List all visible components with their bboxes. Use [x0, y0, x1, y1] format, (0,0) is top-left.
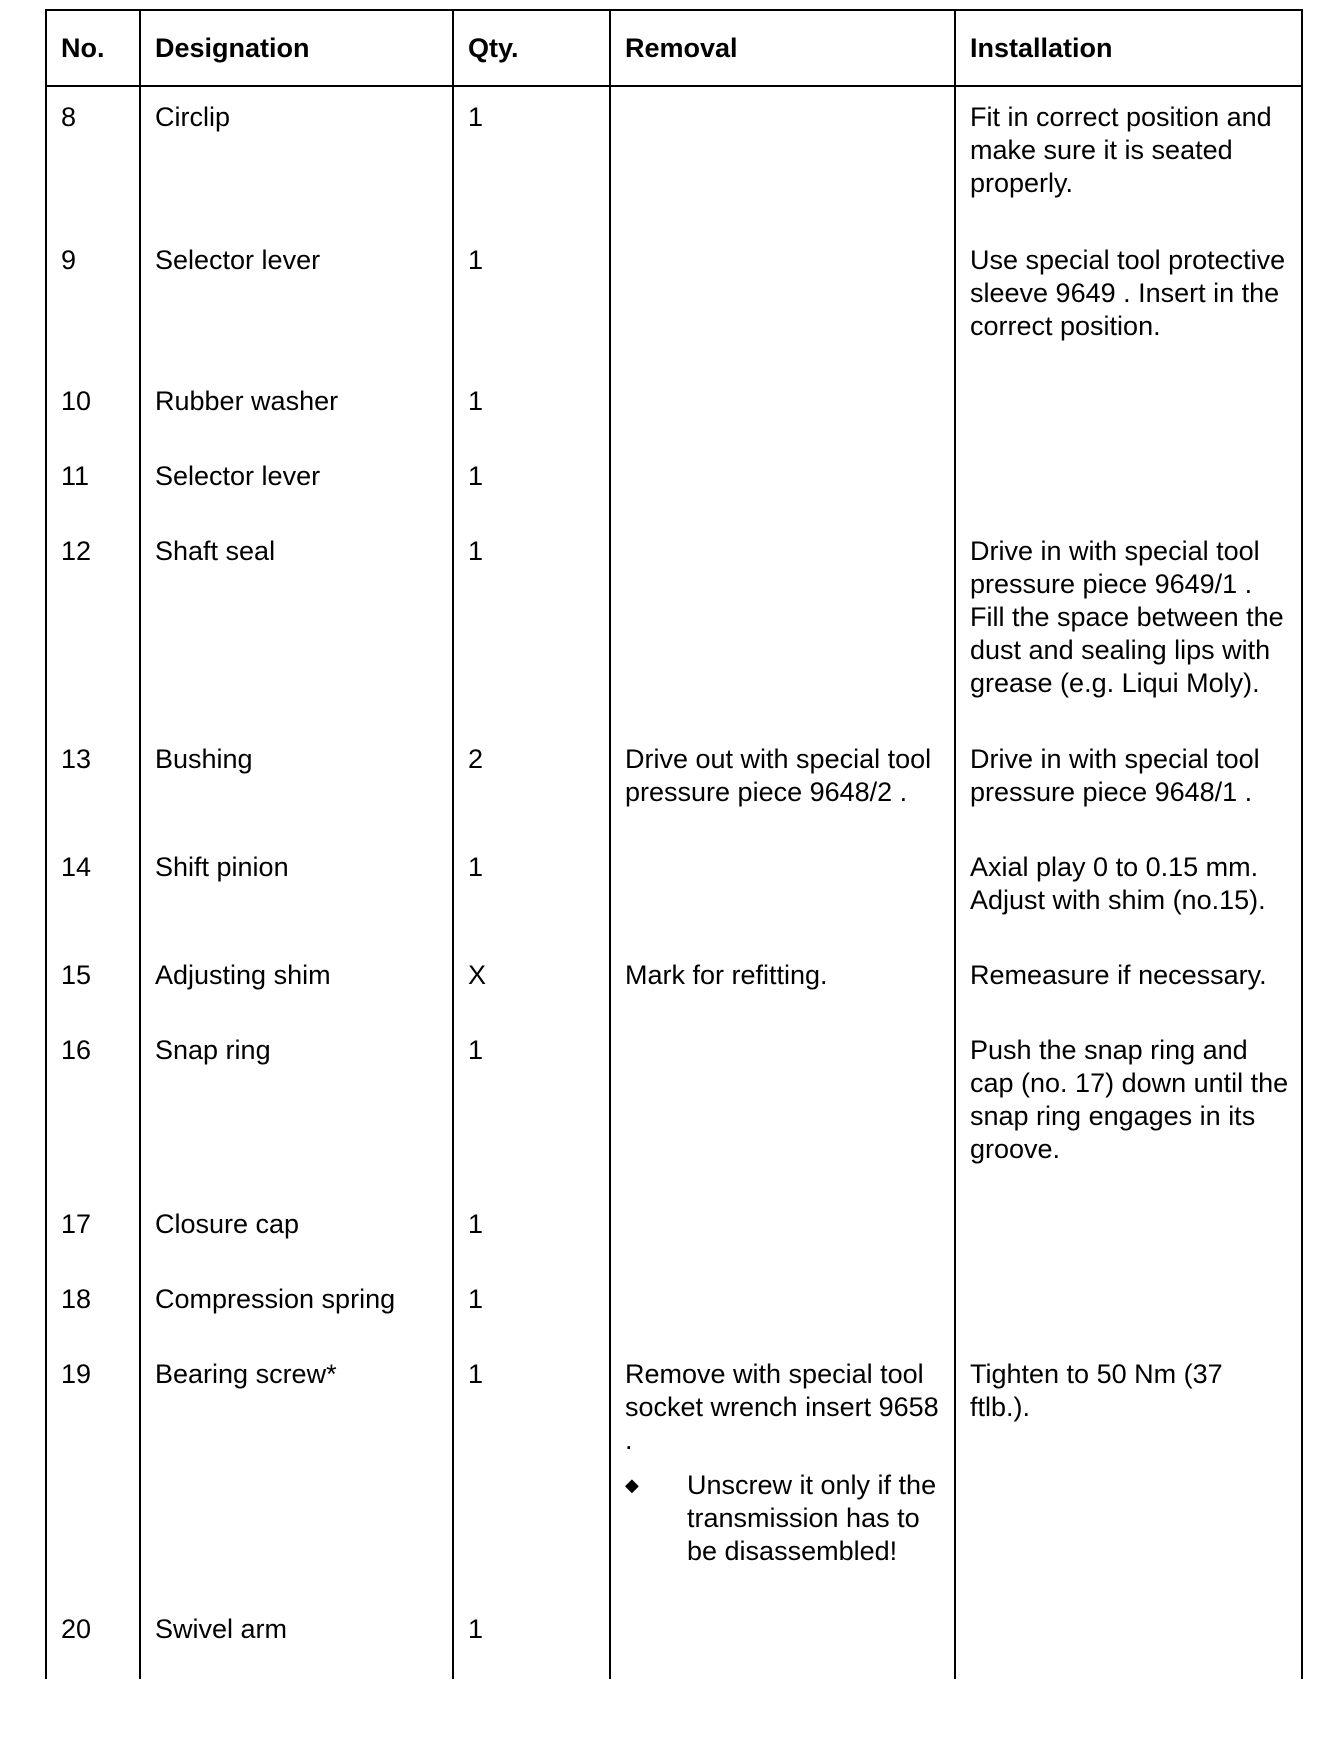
cell-designation: Adjusting shim	[140, 945, 453, 1020]
cell-designation: Compression spring	[140, 1269, 453, 1344]
cell-no: 14	[46, 837, 140, 945]
cell-qty: X	[453, 945, 610, 1020]
cell-qty: 1	[453, 446, 610, 521]
cell-designation: Bushing	[140, 729, 453, 837]
cell-no: 17	[46, 1194, 140, 1269]
cell-no: 15	[46, 945, 140, 1020]
cell-removal	[610, 230, 955, 371]
cell-installation: Use special tool protective sleeve 9649 . Insert in the correct position.	[955, 230, 1302, 371]
cell-no: 20	[46, 1599, 140, 1679]
cell-no: 18	[46, 1269, 140, 1344]
table-row	[46, 1194, 1302, 1269]
cell-designation: Swivel arm	[140, 1599, 453, 1679]
parts-table	[45, 9, 1303, 1679]
cell-designation: Snap ring	[140, 1020, 453, 1194]
header-installation: Installation	[955, 10, 1302, 86]
cell-qty: 1	[453, 230, 610, 371]
cell-no: 16	[46, 1020, 140, 1194]
cell-designation: Shift pinion	[140, 837, 453, 945]
cell-qty: 1	[453, 1269, 610, 1344]
cell-removal	[610, 1599, 955, 1679]
cell-designation: Shaft seal	[140, 521, 453, 729]
cell-removal	[610, 521, 955, 729]
cell-no: 11	[46, 446, 140, 521]
removal-bullet-text: Unscrew it only if the transmission has to be disassembled!	[687, 1470, 937, 1566]
table-row	[46, 729, 1302, 837]
cell-no: 8	[46, 86, 140, 230]
cell-qty: 1	[453, 86, 610, 230]
cell-no: 13	[46, 729, 140, 837]
cell-removal	[610, 1269, 955, 1344]
cell-installation	[955, 446, 1302, 521]
cell-removal	[610, 371, 955, 446]
cell-qty: 1	[453, 1020, 610, 1194]
cell-qty: 1	[453, 837, 610, 945]
table-row	[46, 521, 1302, 729]
cell-no: 9	[46, 230, 140, 371]
cell-removal: Drive out with special tool pressure piece 9648/2 .	[610, 729, 955, 837]
cell-designation: Circlip	[140, 86, 453, 230]
cell-designation: Selector lever	[140, 446, 453, 521]
header-designation: Designation	[140, 10, 453, 86]
cell-removal: Mark for refitting.	[610, 945, 955, 1020]
cell-installation	[955, 1269, 1302, 1344]
cell-qty: 2	[453, 729, 610, 837]
header-removal: Removal	[610, 10, 955, 86]
header-no: No.	[46, 10, 140, 86]
cell-installation: Push the snap ring and cap (no. 17) down until the snap ring engages in its groove.	[955, 1020, 1302, 1194]
table-row	[46, 446, 1302, 521]
cell-installation	[955, 1194, 1302, 1269]
removal-text: Remove with special tool socket wrench insert 9658 .	[625, 1359, 939, 1455]
cell-qty: 1	[453, 1344, 610, 1599]
cell-designation: Rubber washer	[140, 371, 453, 446]
removal-bullet-item	[625, 1469, 942, 1568]
cell-installation: Fit in correct position and make sure it is seated properly.	[955, 86, 1302, 230]
table-row	[46, 837, 1302, 945]
table-header-row	[46, 10, 1302, 86]
cell-removal	[610, 1020, 955, 1194]
table-row	[46, 371, 1302, 446]
cell-installation: Axial play 0 to 0.15 mm. Adjust with shim (no.15).	[955, 837, 1302, 945]
cell-installation	[955, 1599, 1302, 1679]
table-row	[46, 945, 1302, 1020]
cell-installation: Drive in with special tool pressure piece 9648/1 .	[955, 729, 1302, 837]
table-row	[46, 1344, 1302, 1599]
cell-no: 19	[46, 1344, 140, 1599]
table-row	[46, 1269, 1302, 1344]
cell-no: 12	[46, 521, 140, 729]
cell-designation: Bearing screw*	[140, 1344, 453, 1599]
cell-designation: Closure cap	[140, 1194, 453, 1269]
cell-qty: 1	[453, 371, 610, 446]
cell-qty: 1	[453, 1599, 610, 1679]
cell-removal	[610, 86, 955, 230]
cell-qty: 1	[453, 1194, 610, 1269]
cell-removal	[610, 446, 955, 521]
cell-installation: Remeasure if necessary.	[955, 945, 1302, 1020]
cell-removal	[610, 837, 955, 945]
cell-removal	[610, 1344, 955, 1599]
cell-qty: 1	[453, 521, 610, 729]
table-row	[46, 1020, 1302, 1194]
cell-no: 10	[46, 371, 140, 446]
cell-installation: Drive in with special tool pressure piece 9649/1 . Fill the space between the dust and sealing lips with grease (e.g. Liqui Moly).	[955, 521, 1302, 729]
cell-installation: Tighten to 50 Nm (37 ftlb.).	[955, 1344, 1302, 1599]
table-row	[46, 230, 1302, 371]
table-row	[46, 1599, 1302, 1679]
header-qty: Qty.	[453, 10, 610, 86]
cell-installation	[955, 371, 1302, 446]
cell-removal	[610, 1194, 955, 1269]
cell-designation: Selector lever	[140, 230, 453, 371]
diamond-bullet-icon: ◆	[625, 1475, 639, 1495]
table-row	[46, 86, 1302, 230]
